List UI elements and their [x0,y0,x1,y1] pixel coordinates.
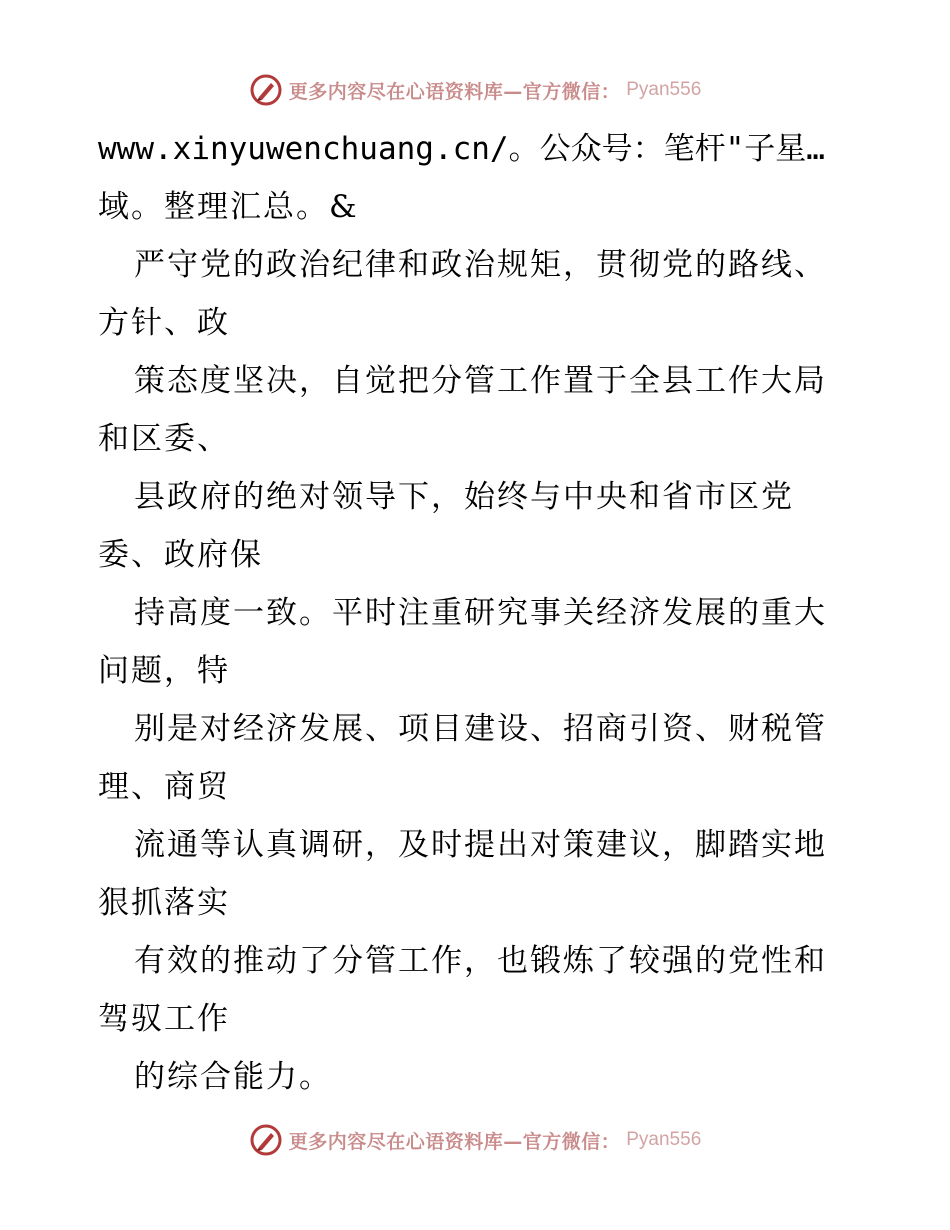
text-line: 问题，特 [98,653,230,689]
footer-watermark [0,1120,950,1160]
text-line: www.xinyuwenchuang.cn/。公众号：笔杆"子星… [98,131,825,167]
watermark-text: 更多内容尽在心语资料库—官方微信： [288,80,621,103]
text-line: 和区委、 [98,421,230,457]
pen-logo-icon [249,1123,283,1157]
text-line: 有效的推动了分管工作，也锻炼了较强的党性和 [134,943,827,979]
text-line: 策态度坚决，自觉把分管工作置于全县工作大局 [134,363,827,399]
watermark-wechat-id: Pyan556 [626,1129,702,1150]
text-line: 域。整理汇总。& [98,189,359,225]
text-line: 的综合能力。 [134,1059,332,1095]
text-line: 别是对经济发展、项目建设、招商引资、财税管 [134,711,827,747]
text-line: 理、商贸 [98,769,230,805]
text-line: 持高度一致。平时注重研究事关经济发展的重大 [134,595,827,631]
text-line: 严守党的政治纪律和政治规矩，贯彻党的路线、 [134,247,827,283]
text-line: 狠抓落实 [98,885,230,921]
text-line: 委、政府保 [98,537,263,573]
text-line: 县政府的绝对领导下，始终与中央和省市区党 [134,479,794,515]
text-line: 驾驭工作 [98,1001,230,1037]
pen-logo-icon [249,73,283,107]
text-line: 方针、政 [98,305,230,341]
watermark-wechat-id: Pyan556 [626,79,702,100]
watermark-text: 更多内容尽在心语资料库—官方微信： [288,1130,621,1153]
header-watermark [0,70,950,110]
text-line: 流通等认真调研，及时提出对策建议，脚踏实地 [134,827,827,863]
document-body [98,120,888,1106]
